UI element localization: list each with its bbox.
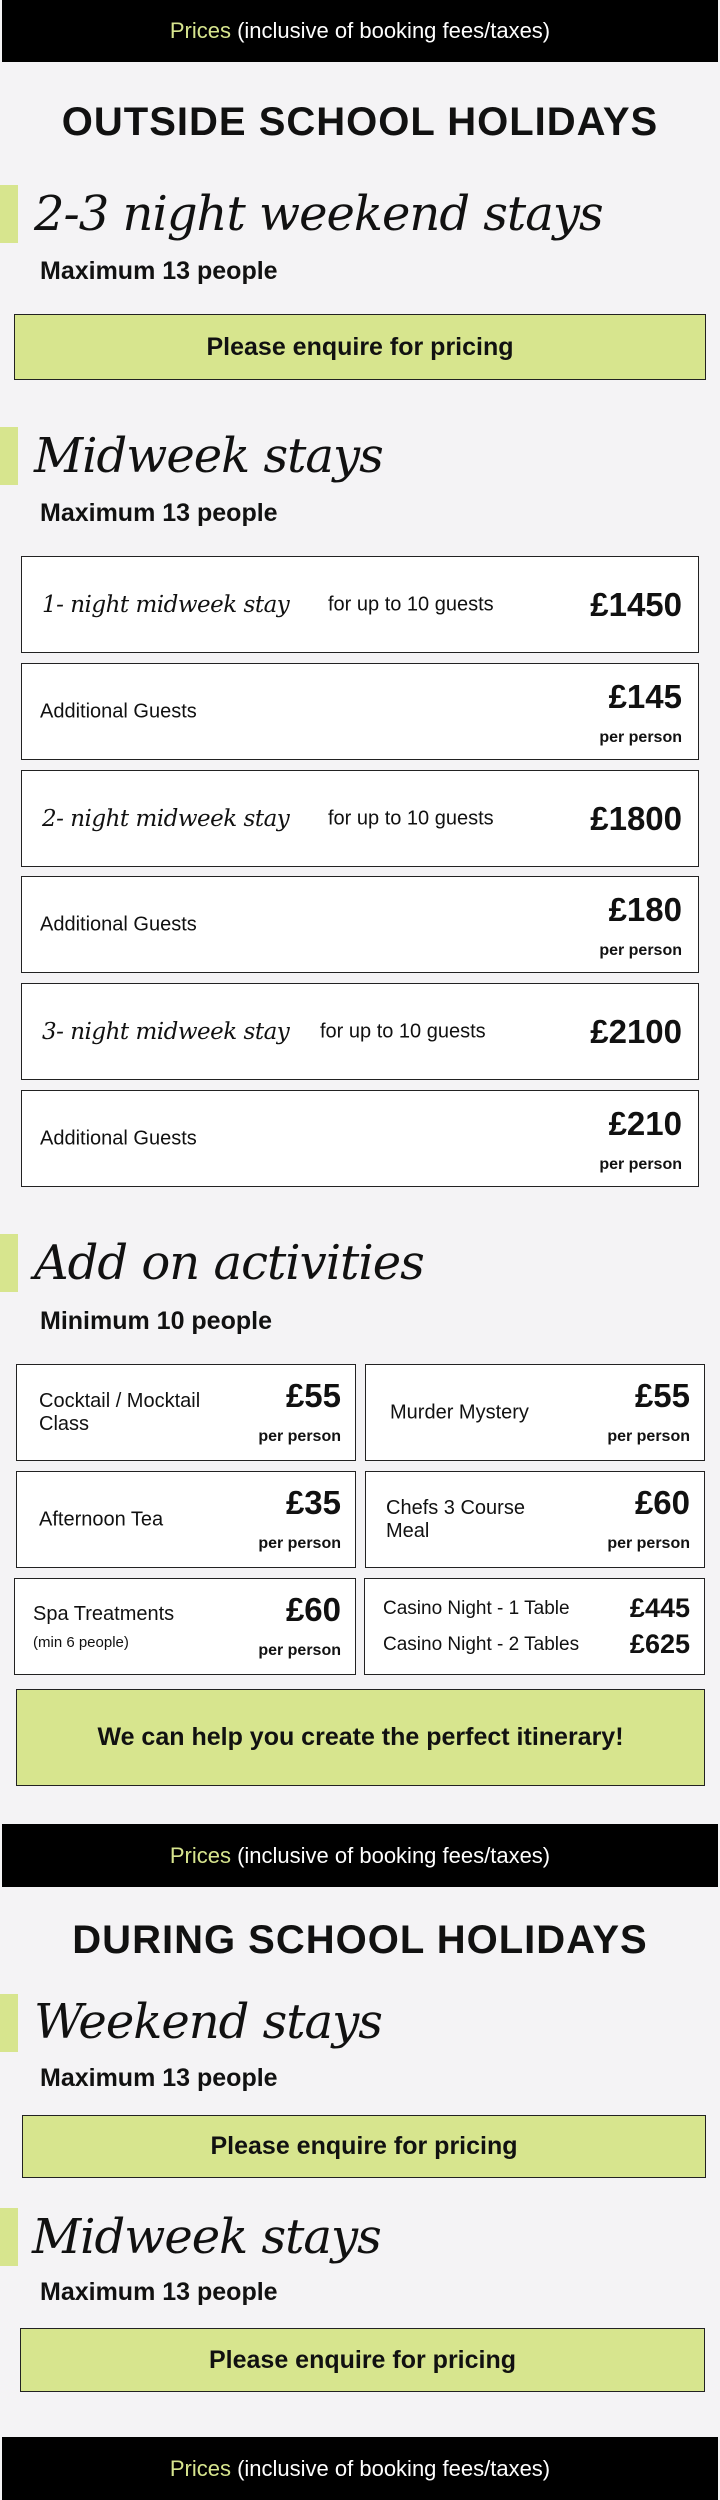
during-midweek-max-people: Maximum 13 people: [40, 2278, 278, 2306]
section-accent-bar: [0, 2208, 18, 2266]
per-person-label: per person: [599, 729, 682, 746]
prices-note: (inclusive of booking fees/taxes): [230, 1843, 551, 1868]
per-person-label: per person: [599, 1156, 682, 1173]
additional-guests-label: Additional Guests: [40, 700, 197, 722]
per-person-label: per person: [599, 942, 682, 959]
prices-highlight: Prices: [169, 18, 231, 43]
prices-banner-middle: [2, 1824, 718, 1887]
casino-row-1-table: [383, 1593, 690, 1624]
additional-guests-label: Additional Guests: [40, 913, 197, 935]
weekend-enquire-button[interactable]: Please enquire for pricing: [14, 314, 706, 380]
itinerary-button[interactable]: We can help you create the perfect itinerary!: [16, 1689, 705, 1786]
outside-school-holidays-title: OUTSIDE SCHOOL HOLIDAYS: [61, 100, 659, 144]
addons-min-people: Minimum 10 people: [40, 1307, 272, 1335]
stay-name: 3- night midweek stay: [42, 1018, 290, 1045]
activity-label-group: [33, 1602, 174, 1650]
activity-chefs-meal: [365, 1471, 705, 1568]
section-accent-bar: [0, 185, 18, 243]
stay-card-2-night: [21, 770, 699, 867]
during-weekend-enquire-button[interactable]: Please enquire for pricing: [22, 2115, 706, 2178]
per-person-label: per person: [607, 1535, 690, 1552]
add-on-activities-title: Add on activities: [34, 1235, 424, 1291]
casino-label: Casino Night - 2 Tables: [383, 1633, 580, 1655]
activity-spa-treatments: [14, 1578, 356, 1675]
during-weekend-max-people: Maximum 13 people: [40, 2064, 278, 2092]
activity-label: Murder Mystery: [390, 1401, 529, 1423]
during-school-holidays-title: DURING SCHOOL HOLIDAYS: [72, 1918, 648, 1962]
stay-guests: for up to 10 guests: [328, 593, 494, 615]
prices-highlight: Prices: [169, 1843, 231, 1868]
activity-label: Afternoon Tea: [39, 1508, 164, 1530]
activity-casino-night: [364, 1578, 705, 1675]
per-person-label: per person: [258, 1535, 341, 1552]
casino-row-2-tables: [383, 1629, 690, 1660]
stay-price: £1800: [590, 799, 682, 837]
stay-name: 2- night midweek stay: [42, 805, 290, 832]
prices-note: (inclusive of booking fees/taxes): [230, 18, 551, 43]
stay-card-3-night: [21, 983, 699, 1080]
activity-price: £55: [285, 1377, 341, 1414]
prices-banner-bottom: [2, 2437, 718, 2500]
additional-guests-card-2: [21, 876, 699, 973]
activity-label: Cocktail / Mocktail Class: [39, 1389, 201, 1435]
stay-price: £1450: [590, 585, 682, 623]
prices-highlight: Prices: [169, 2456, 231, 2481]
stay-price: £2100: [590, 1012, 682, 1050]
additional-guests-price: £145: [608, 678, 682, 715]
activity-price: £35: [285, 1484, 341, 1521]
stay-name: 1- night midweek stay: [42, 591, 290, 618]
activity-afternoon-tea: [16, 1471, 356, 1568]
activity-price: £60: [285, 1591, 341, 1628]
section-accent-bar: [0, 1234, 18, 1292]
activity-note: (min 6 people): [33, 1633, 129, 1651]
prices-banner-top: [2, 0, 718, 62]
per-person-label: per person: [258, 1428, 341, 1445]
activity-label: Chefs 3 Course Meal: [386, 1496, 525, 1542]
stay-guests: for up to 10 guests: [328, 807, 494, 829]
per-person-label: per person: [607, 1428, 690, 1445]
section-accent-bar: [0, 427, 18, 485]
during-weekend-stays-title: Weekend stays: [34, 1994, 382, 2050]
additional-guests-label: Additional Guests: [40, 1127, 197, 1149]
additional-guests-price: £210: [608, 1105, 682, 1142]
during-midweek-enquire-button[interactable]: Please enquire for pricing: [20, 2328, 705, 2392]
activity-murder-mystery: [365, 1364, 705, 1461]
midweek-max-people: Maximum 13 people: [40, 499, 278, 527]
activity-price: £55: [634, 1377, 690, 1414]
casino-label: Casino Night - 1 Table: [383, 1597, 570, 1619]
midweek-stays-title: Midweek stays: [34, 428, 383, 484]
section-accent-bar: [0, 1994, 18, 2052]
activity-label: Spa Treatments: [33, 1602, 175, 1625]
stay-guests: for up to 10 guests: [320, 1020, 486, 1042]
additional-guests-card-3: [21, 1090, 699, 1187]
prices-note: (inclusive of booking fees/taxes): [230, 2456, 551, 2481]
casino-price: £445: [629, 1593, 690, 1623]
weekend-max-people: Maximum 13 people: [40, 257, 278, 285]
activity-price: £60: [634, 1484, 690, 1521]
stay-card-1-night: [21, 556, 699, 653]
additional-guests-price: £180: [608, 891, 682, 928]
activity-cocktail-class: [16, 1364, 356, 1461]
casino-price: £625: [629, 1629, 690, 1659]
weekend-stays-title: 2-3 night weekend stays: [34, 186, 603, 242]
additional-guests-card-1: [21, 663, 699, 760]
during-midweek-stays-title: Midweek stays: [32, 2209, 381, 2265]
per-person-label: per person: [258, 1642, 341, 1659]
